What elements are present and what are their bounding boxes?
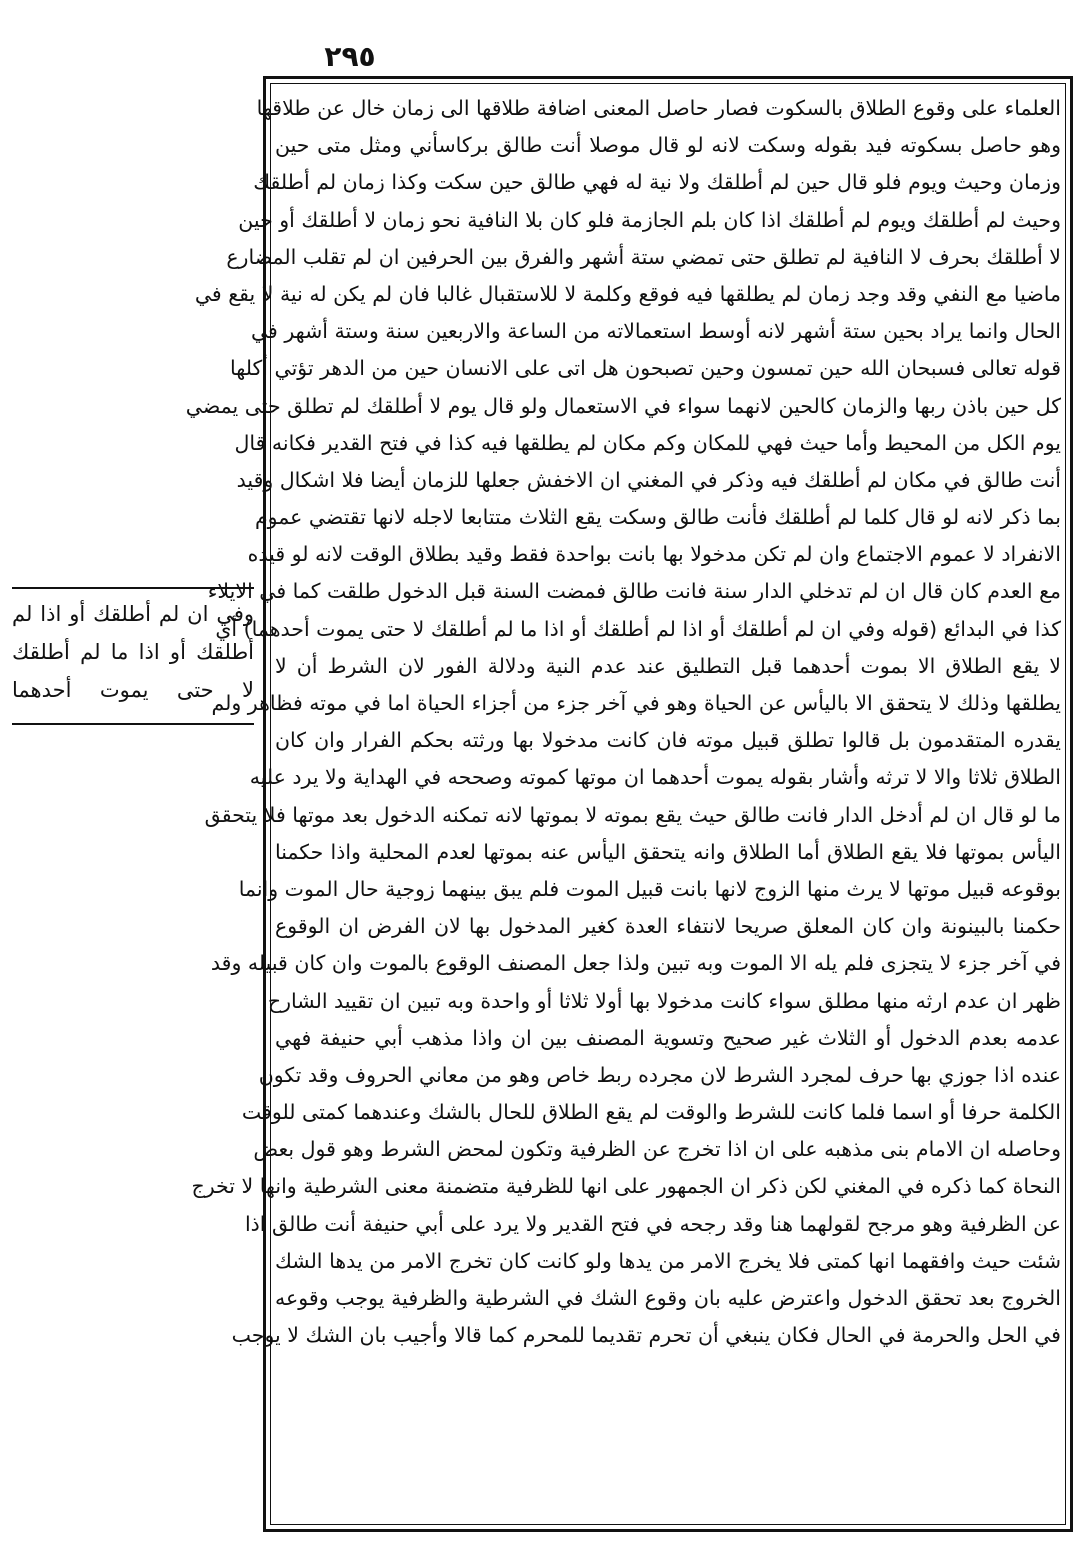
text-line: ظهر ان عدم ارثه منها مطلق سواء كانت مدخولا بها أولا ثلاثا أو واحدة وبه تبين ان تقييد الشارح [267,988,1061,1013]
text-line: الكلمة حرفا أو اسما فلما كانت للشرط والوقت لم يقع الطلاق للحال بالشك وعندهما كمتى للوقت [241,1100,1061,1125]
text-line: الطلاق ثلاثا والا لا ترثه وأشار بقوله يموت أحدهما ان موتها كموته وصححه في الهداية ولا يرد عليه [249,765,1061,790]
text-line: كذا في البدائع (قوله وفي ان لم أطلقك أو اذا لم أطلقك أو اذا ما لم أطلقك لا حتى يموت أحدهما) أي [215,616,1061,641]
marginal-note-line: لا حتى يموت أحدهما [12,678,254,702]
text-line: يقدره المتقدمون بل قالوا تطلق قبيل موته فان كانت مدخولا بها ورثته بحكم الفرار وان كان [275,728,1061,753]
text-line: وزمان وحيث ويوم فلو قال حين لم أطلقك ولا نية له فهي طالق حين سكت وكذا زمان لم أطلقك [253,170,1061,195]
text-line: عنده اذا جوزي بها حرف لمجرد الشرط لان مجرده ربط خاص وهو من معاني الحروف وقد تكون [258,1062,1061,1087]
marginal-note-line: وفي ان لم أطلقك أو اذا لم [12,602,254,626]
text-line: عدمه بعدم الدخول أو الثلاث غير صحيح وتسوية المصنف بين ان واذا مذهب أبي حنيفة فهي [275,1025,1061,1050]
text-line: يوم الكل من المحيط وأما حيث فهي للمكان وكم مكان لم يطلقها فيه كذا في فتح القدير فكانه قال [234,430,1061,455]
text-line: قوله تعالى فسبحان الله حين تمسون وحين تصبحون هل اتى على الانسان حين من الدهر تؤتي أكلها [230,356,1061,381]
text-line: في الحل والحرمة في الحال فكان ينبغي أن تحرم تقديما للمحرم كما قالا وأجيب بان الشك لا يوجب [231,1323,1061,1348]
marginal-note [12,587,254,725]
text-line: بوقوعه قبيل موتها لا يرث منها الزوج لانها بانت قبيل الموت فلم يبق بينهما زوجية حال الموت وانما [238,876,1061,901]
text-line: الخروج بعد تحقق الدخول واعترض عليه بان وقوع الشك في الشرطية والظرفية يوجب وقوعه [275,1286,1061,1310]
text-line: العلماء على وقوع الطلاق بالسكوت فصار حاصل المعنى اضافة طلاقها الى زمان خال عن طلاقها [256,96,1061,120]
text-line: بما ذكر لانه لو قال كلما لم أطلقك فأنت طالق وسكت يقع الثلاث متتابعا لاجله لانها تقتضي عموم [254,505,1061,530]
text-line: الحال وانما يراد بحين ستة أشهر لانه أوسط استعمالاته من الساعة والاربعين سنة وستة أشهر في [250,319,1061,344]
text-line: أنت طالق في مكان لم أطلقك فيه وذكر في المغني ان الاخفش جعلها للزمان أيضا فلا اشكال وقيد [236,467,1061,492]
text-line: حكمنا بالبينونة وان كان المعلق صريحا لانتفاء العدة كغير المدخول بها لان الفرض ان الوقوع [275,914,1061,939]
page-number: ٢٩٥ [324,40,376,73]
text-line: لا أطلقك بحرف لا النافية لم تطلق حتى تمضي ستة أشهر والفرق بين الحرفين ان لم تقلب المضارع [226,244,1061,269]
text-line: وحيث لم أطلقك ويوم لم أطلقك اذا كان بلم الجازمة فلو كان بلا النافية نحو زمان لا أطلقك أو حين [238,207,1061,232]
text-line: لا يقع الطلاق الا بموت أحدهما قبل التطليق عند عدم النية ودلالة الفور لان الشرط أن لا [275,653,1061,678]
marginal-note-line: أطلقك أو اذا ما لم أطلقك [12,640,254,664]
main-text-block [185,90,1061,1522]
text-line: ما لو قال ان لم أدخل الدار فانت طالق حيث يقع بموته لا بموتها لانه تمكنه الدخول بعد موتها فلا يتحقق [204,802,1061,827]
text-line: مع العدم كان قال ان لم تدخلي الدار سنة فانت طالق فمضت السنة قبل الدخول طلقت كما في الايلاء [207,579,1061,604]
text-line: كل حين باذن ربها والزمان كالحين لانهما سواء في الاستعمال ولو قال يوم لا أطلقك لم تطلق حتى يمضي [185,393,1061,418]
text-line: النحاة كما ذكره في المغني لكن ذكر ان الجمهور على انها للظرفية متضمنة معنى الشرطية وانها لا تخرج [191,1174,1061,1199]
text-line: في آخر جزء لا يتجزى فلم يله الا الموت وبه تبين ولذا جعل المصنف الوقوع بالموت وان كان قبيله وقد [210,951,1061,976]
text-line: ماضيا مع النفي وقد وجد زمان لم يطلقها فيه فوقع وكلمة لا للاستقبال غالبا فان لم يكن له نية لا يقع في [194,281,1061,306]
text-line: شئت حيث وافقهما انها كمتى فلا يخرج الامر من يدها ولو كانت كان تخرج الامر من يدها الشك [275,1248,1061,1273]
text-line: الانفراد لا عموم الاجتماع وان لم تكن مدخولا بها بانت بواحدة فقط وقيد بطلاق الوقت لانه لو قيده [247,542,1061,567]
text-line: وهو حاصل بسكوته فيد بقوله وسكت لانه لو قال موصلا أنت طالق بركاسأني ومثل متى حين [275,133,1061,158]
text-line: اليأس بموتها فلا يقع الطلاق أما الطلاق وانه يتحقق اليأس عنه بموتها لعدم المحلية واذا حكمنا [275,839,1061,864]
text-line: عن الظرفية وهو مرجح لقولهما هنا وقد رجحه في فتح القدير ولا يرد على أبي حنيفة أنت طالق اذا [244,1211,1061,1236]
text-line: وحاصله ان الامام بنى مذهبه على ان اذا تخرج عن الظرفية وتكون لمحض الشرط وهو قول بعض [253,1137,1061,1162]
text-line: يطلقها وذلك لا يتحقق الا باليأس عن الحياة وهو في آخر جزء من أجزاء الحياة اما في موته فظاهر ولم [211,691,1061,715]
